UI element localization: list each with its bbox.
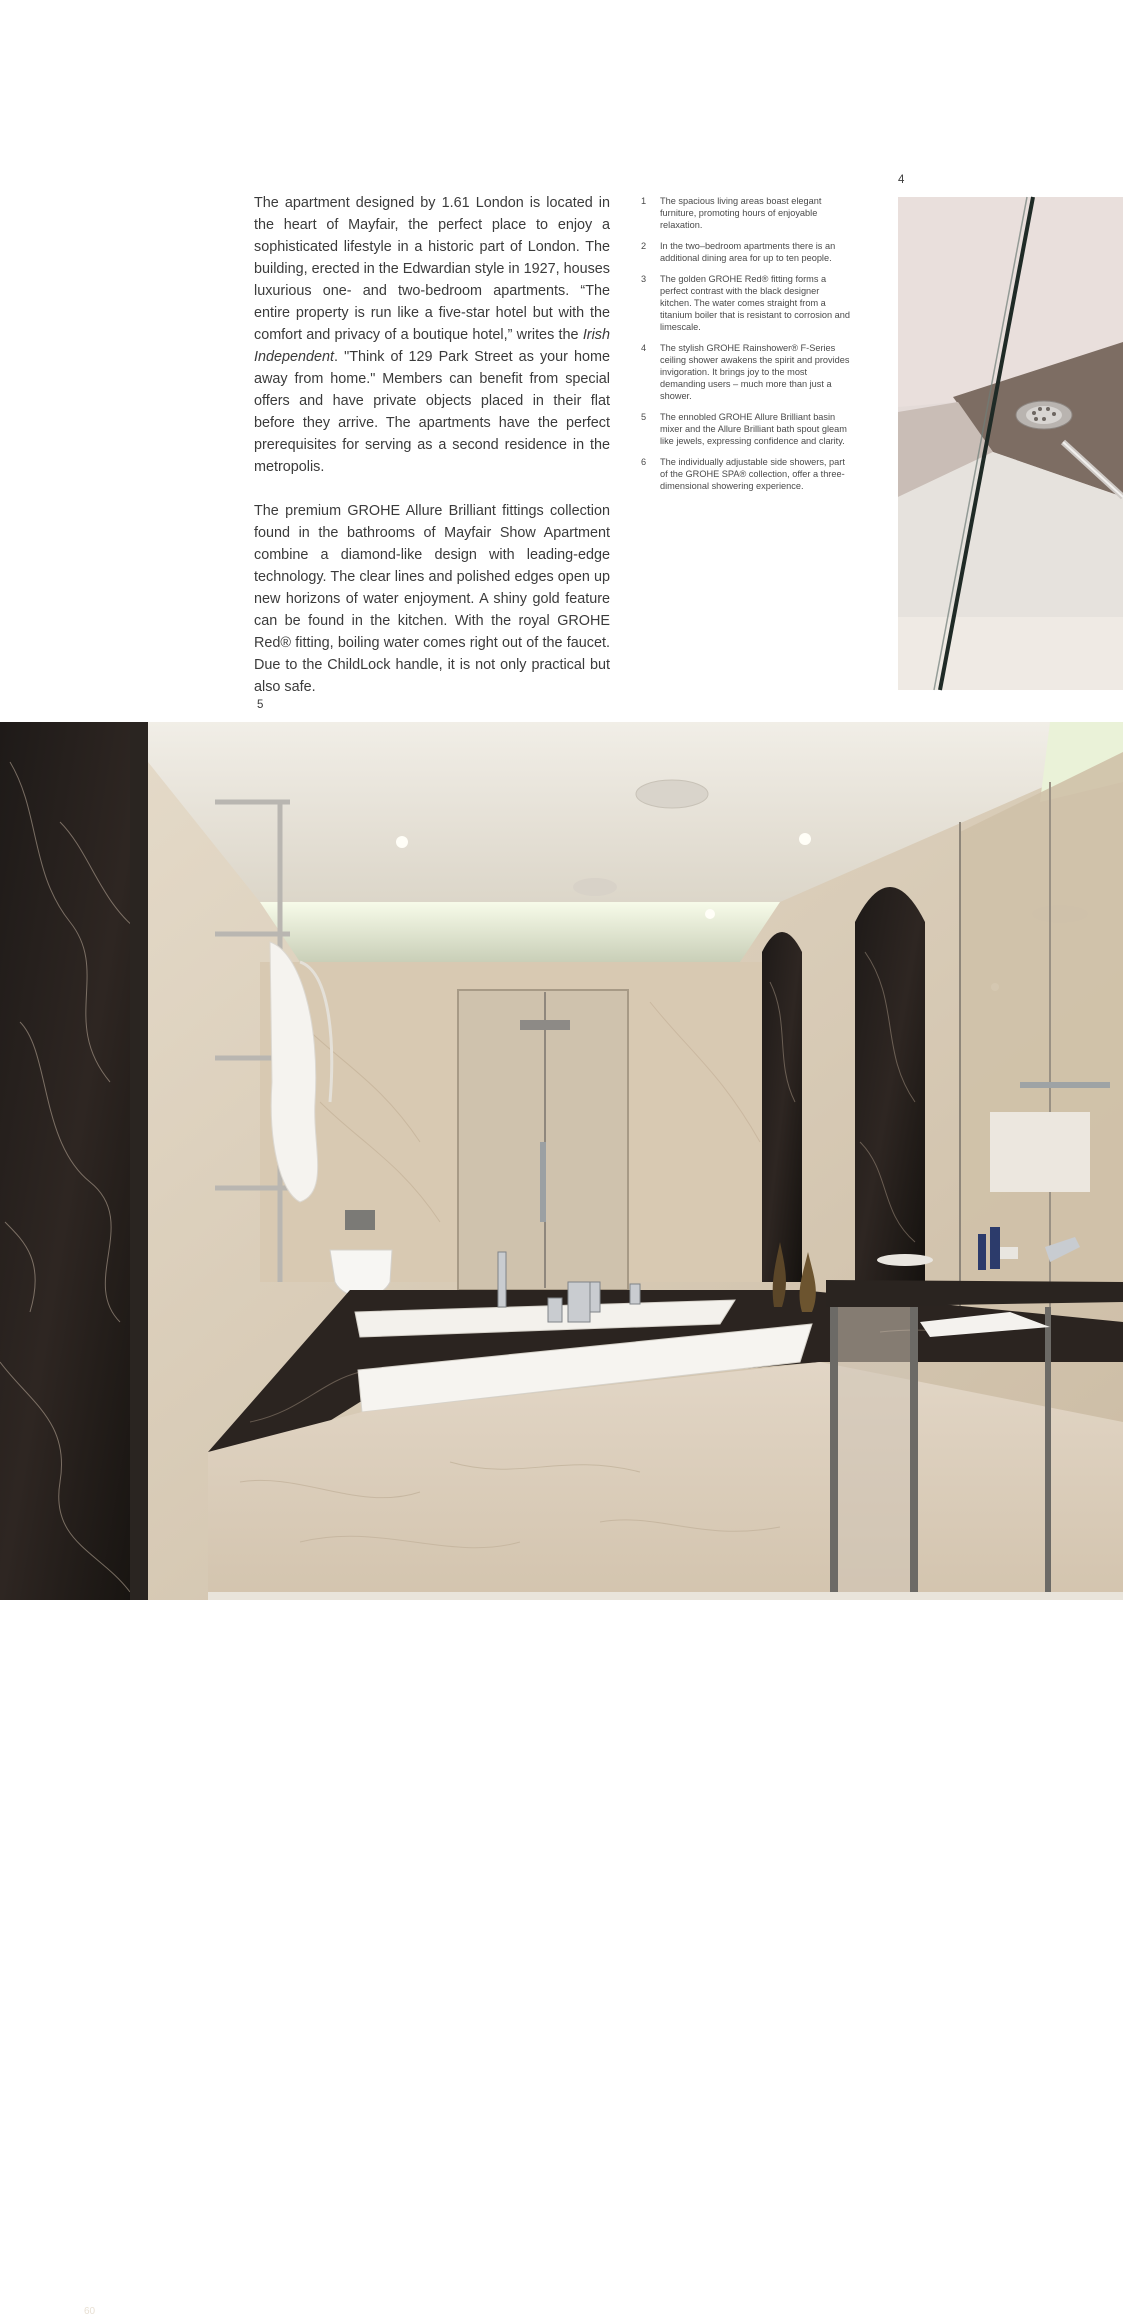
caption-item: 4 The stylish GROHE Rainshower® F-Series ceiling shower awakens the spirit and provides invigoration. It brings joy to the most demanding users – much more than just a shower. [641, 343, 850, 401]
caption-list [641, 195, 853, 501]
article-paragraph-1: The apartment designed by 1.61 London is located in the heart of Mayfair, the perfect place to enjoy a sophisticated lifestyle in a historic part of London. The building, erected in the Edwardian style in 1927, houses luxurious one- and two-bedroom apartments. “The entire property is run like a five-star hotel but with the comfort and privacy of a boutique hotel,” writes the Irish Independent. "Think of 129 Park Street as your home away from home." Members can benefit from special offers and have private objects placed in their flat before they arrive. The apartments have the perfect prerequisites for serving as a second residence in the metropolis. [254, 195, 610, 475]
page-number: 60 [84, 2306, 96, 2317]
figure-number-4: 4 [898, 174, 905, 186]
shower-photo [898, 197, 1123, 690]
article-paragraph-2: The premium GROHE Allure Brilliant fittings collection found in the bathrooms of Mayfair Show Apartment combine a diamond-like design with leading-edge technology. The clear lines and polished edges open up new horizons of water enjoyment. A shiny gold feature can be found in the kitchen. With the royal GROHE Red® fitting, boiling water comes right out of the faucet. Due to the ChildLock handle, it is not only practical but also safe. [254, 503, 610, 695]
caption-item: 6 The individually adjustable side showers, part of the GROHE SPA® collection, offer a three-dimensional showering experience. [641, 457, 845, 491]
caption-item: 3 The golden GROHE Red® fitting forms a perfect contrast with the black designer kitchen. The water comes straight from a titanium boiler that is resistant to corrosion and limescale. [641, 274, 850, 332]
article-body [254, 192, 610, 704]
caption-item: 5 The ennobled GROHE Allure Brilliant basin mixer and the Allure Brilliant bath spout gleam like jewels, expressing confidence and clarity. [641, 412, 847, 446]
shower-photo-art [898, 197, 1123, 690]
figure-number-5: 5 [257, 699, 264, 711]
bathroom-photo [0, 722, 1123, 2317]
caption-item: 1 The spacious living areas boast elegant furniture, promoting hours of enjoyable relaxation. [641, 196, 822, 230]
bathroom-photo-art [0, 722, 1123, 1600]
caption-item: 2 In the two–bedroom apartments there is an additional dining area for up to ten people. [641, 241, 836, 263]
